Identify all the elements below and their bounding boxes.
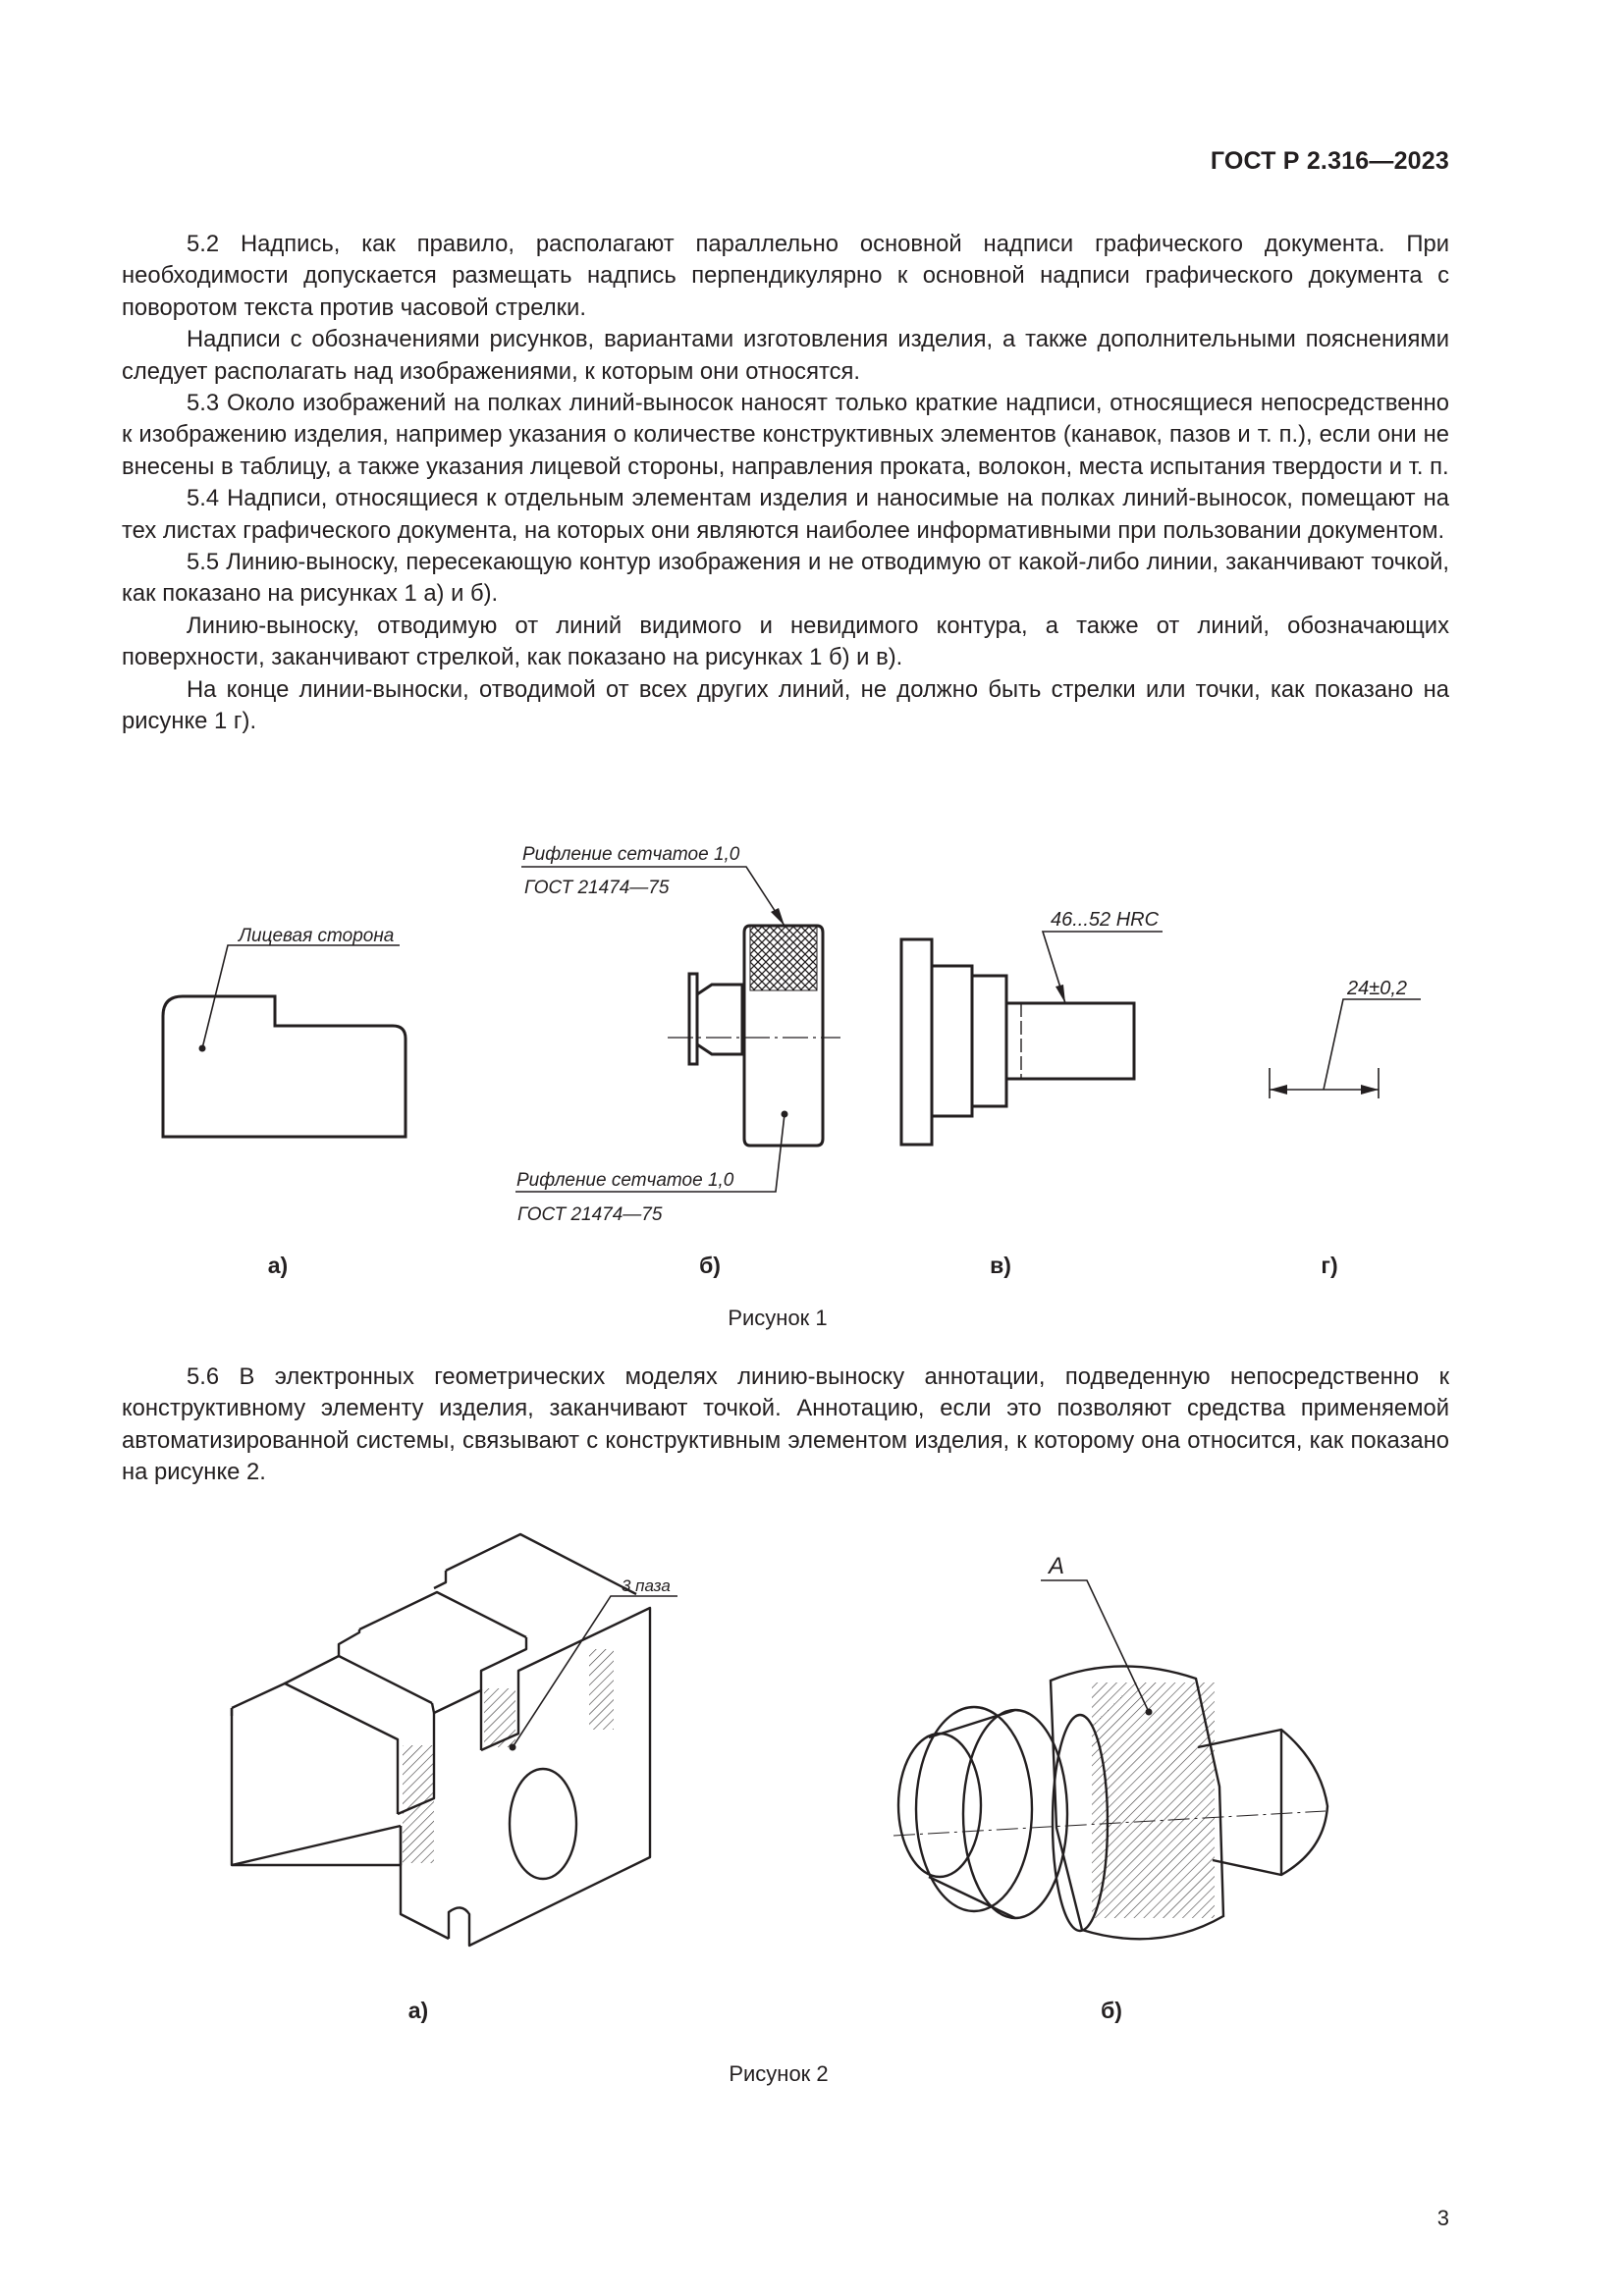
figure-1-label-b: б): [699, 1253, 721, 1278]
paragraph: 5.3 Около изображений на полках линий-выносок наносят только краткие надписи, относящиеся непосредственно к изображению изделия, например указания о количестве конструктивных элементов (канавок, пазов и т. п.), если они не внесены в таблицу, а также указания лицевой стороны, направления проката, волокон, места испытания твердости и т. п.: [122, 390, 1449, 480]
figure-1a-note: Лицевая сторона: [239, 926, 395, 946]
figure-1-caption: Рисунок 1: [728, 1306, 828, 1330]
figure-1b-top-note-line1: Рифление сетчатое 1,0: [522, 844, 740, 865]
paragraph: Линию-выноску, отводимую от линий видимого и невидимого контура, а также от линий, обозначающих поверхности, заканчивают стрелкой, как показано на рисунках 1 б) и в).: [122, 612, 1449, 671]
leader-dot: [1146, 1709, 1153, 1716]
slot-hatch: [403, 1745, 434, 1863]
figure-2b-note: А: [1049, 1553, 1065, 1579]
paragraph: На конце линии-выноски, отводимой от всех других линий, не должно быть стрелки или точки, как показано на рисунке 1 г).: [122, 675, 1449, 735]
slot-hatch: [484, 1688, 515, 1747]
figure-1-label-a: а): [267, 1253, 289, 1278]
figure-1v-note: 46...52 HRC: [1051, 909, 1160, 931]
figure-2-label-a: а): [407, 1998, 429, 2023]
paragraph: 5.4 Надписи, относящиеся к отдельным элементам изделия и наносимые на полках линий-выносок, помещают на тех листах графического документа, на которых они являются наиболее информативными при пользовании документом.: [122, 485, 1449, 544]
figure-1b-bottom-note-line1: Рифление сетчатое 1,0: [516, 1170, 734, 1191]
figure-2a-note: 3 паза: [622, 1576, 671, 1595]
figure-2a-slotted-block: [232, 1534, 650, 1946]
figure-2-caption: Рисунок 2: [729, 2061, 829, 2086]
paragraph: 5.5 Линию-выноску, пересекающую контур изображения и не отводимую от какой-либо линии, заканчивают точкой, как показано на рисунках 1 а) и б).: [122, 549, 1449, 608]
figure-1-label-g: г): [1321, 1253, 1338, 1278]
block-hole: [510, 1769, 576, 1879]
slot-hatch: [589, 1649, 614, 1730]
paragraph: 5.2 Надпись, как правило, располагают параллельно основной надписи графического документа. При необходимости допускается размещать надпись перпендикулярно к основной надписи графического документа с поворотом текста против часовой стрелки.: [122, 231, 1449, 321]
paragraph: 5.6 В электронных геометрических моделях линию-выноску аннотации, подведенную непосредственно к конструктивному элементу изделия, заканчивают точкой. Аннотацию, если это позволяют средства применяемой автоматизированной системы, связывают с конструктивным элементом изделия, к которому она относится, как показано на рисунке 2.: [122, 1363, 1449, 1486]
figure-2-label-b: б): [1101, 1998, 1122, 2023]
figure-1g-note: 24±0,2: [1347, 978, 1408, 999]
figure-1b-top-note-line2: ГОСТ 21474—75: [524, 878, 670, 898]
hatched-surface-a: [1092, 1682, 1215, 1918]
figure-1-label-v: в): [990, 1253, 1011, 1278]
figure-1b-bottom-note-line2: ГОСТ 21474—75: [517, 1204, 663, 1225]
page-number: 3: [1436, 2206, 1449, 2230]
paragraph: Надписи с обозначениями рисунков, вариантами изготовления изделия, а также дополнительными пояснениями следует располагать над изображениями, к которым они относятся.: [122, 326, 1449, 385]
document-standard-header: ГОСТ Р 2.316—2023: [1210, 147, 1449, 175]
leader-dot: [510, 1744, 516, 1751]
